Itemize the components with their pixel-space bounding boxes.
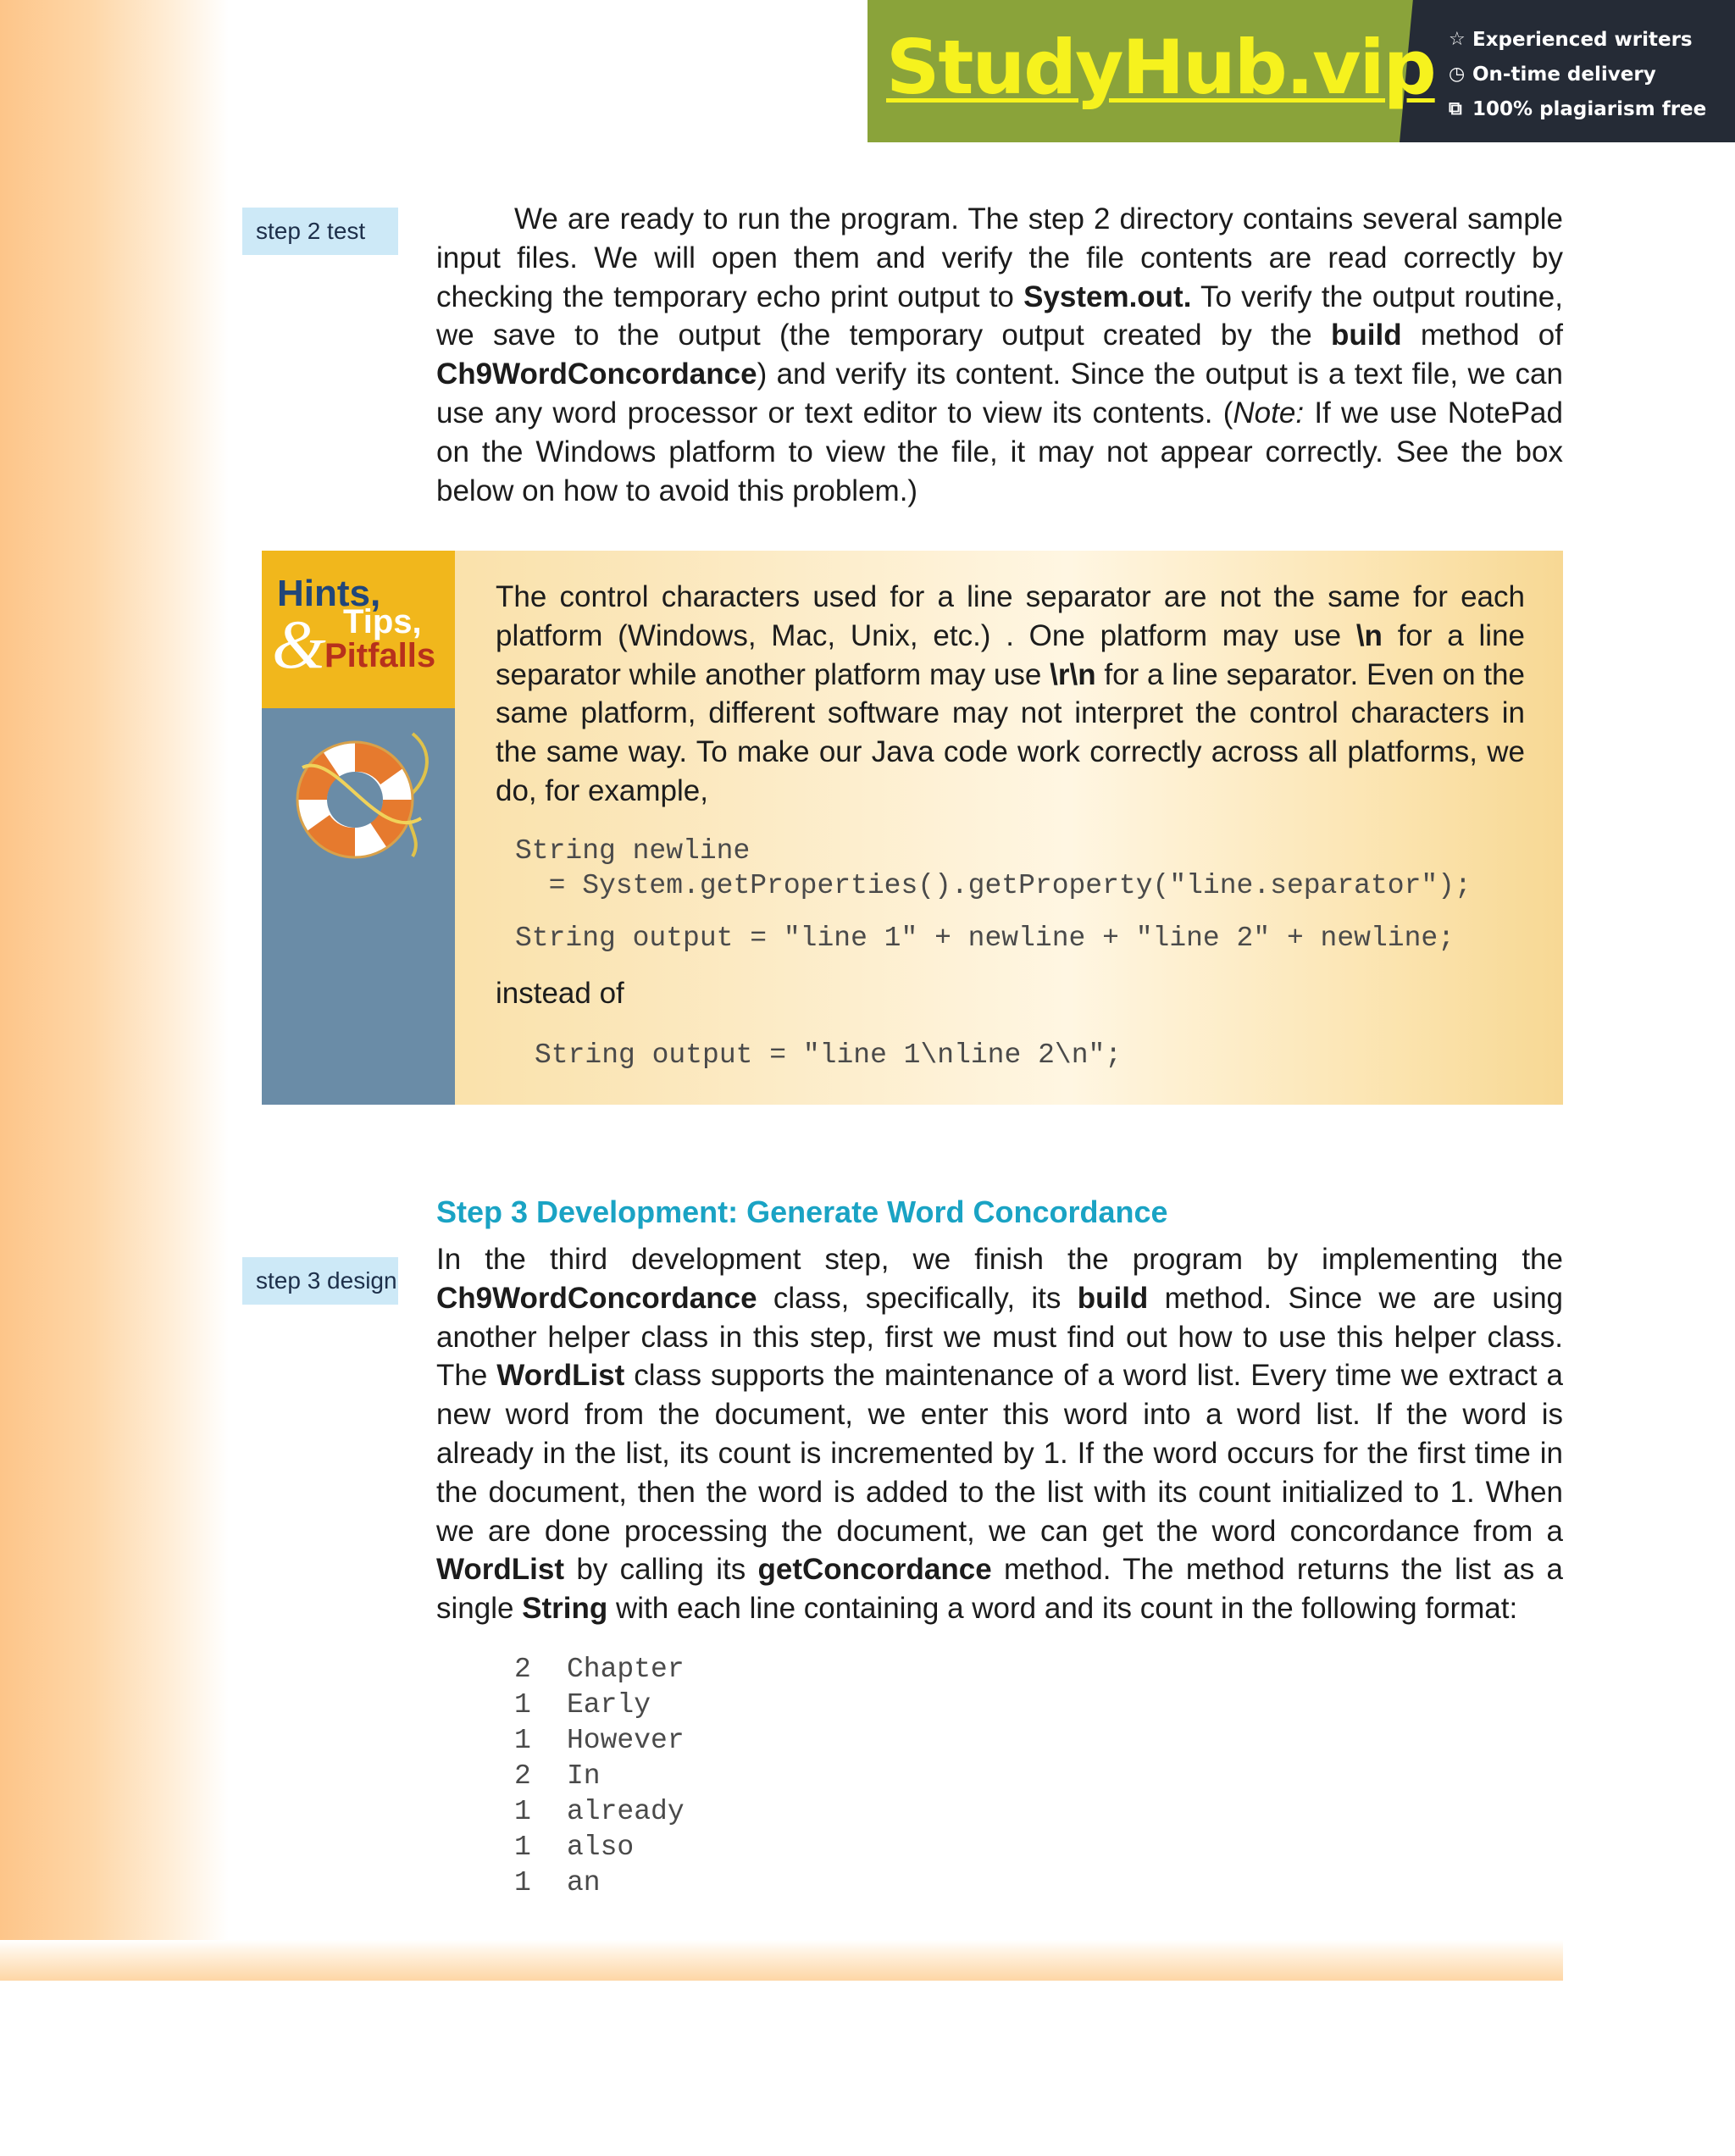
text-run: with each line containing a word and its count in the following format: bbox=[607, 1592, 1518, 1626]
code-term-getconcordance: getConcordance bbox=[757, 1553, 992, 1587]
word: In bbox=[567, 1760, 601, 1792]
code-line: = System.getProperties().getProperty("line.separator"); bbox=[515, 870, 1472, 901]
concordance-row bbox=[514, 1830, 685, 1865]
word: also bbox=[567, 1832, 635, 1863]
code-term-wordlist: WordList bbox=[496, 1359, 625, 1393]
code-output-literal: String output = "line 1\nline 2\n"; bbox=[535, 1039, 1122, 1071]
feature-label: On-time delivery bbox=[1472, 63, 1656, 86]
banner-features-list bbox=[1449, 22, 1706, 126]
code-term-build: build bbox=[1077, 1281, 1149, 1315]
word-count: 1 bbox=[514, 1832, 531, 1863]
concordance-row bbox=[514, 1865, 685, 1901]
step3-heading: Step 3 Development: Generate Word Concordance bbox=[436, 1194, 1168, 1229]
concordance-row bbox=[514, 1688, 685, 1723]
code-term-system-out: System.out. bbox=[1023, 280, 1192, 313]
text-run: by calling its bbox=[564, 1553, 758, 1587]
logo-ampersand: & bbox=[272, 606, 326, 683]
word: an bbox=[567, 1867, 601, 1898]
text-run: We are ready to run the program. The step 2 directory contains several sample input files. We will open them and verify the file contents are read correctly by checking the temporary echo print output to bbox=[436, 202, 1563, 313]
code-term-carriage-return-newline: \r\n bbox=[1050, 657, 1096, 691]
feature-on-time-delivery bbox=[1449, 57, 1706, 91]
text-run: class supports the maintenance of a word list. Every time we extract a new word from the document, we enter this word into a word list. If the word is already in the list, its count is incremented by 1. If the word occurs for the first time in the document, then the word is added to the list with its count initialized to 1. When we are done processing the document, we can get the word concordance from a bbox=[436, 1359, 1563, 1548]
text-run: method of bbox=[1401, 319, 1563, 352]
logo-tips-text: Tips, bbox=[343, 603, 422, 640]
concordance-listing bbox=[514, 1652, 685, 1901]
feature-label: Experienced writers bbox=[1472, 28, 1693, 51]
word-count: 2 bbox=[514, 1760, 531, 1792]
bottom-page-band bbox=[0, 1940, 1563, 1981]
word: Chapter bbox=[567, 1654, 685, 1685]
logo-pitfalls-text: Pitfalls bbox=[324, 637, 436, 674]
code-term-wordlist: WordList bbox=[436, 1553, 565, 1587]
step3-design-paragraph bbox=[436, 1240, 1563, 1628]
life-ring-icon bbox=[285, 717, 438, 878]
code-term-build: build bbox=[1330, 319, 1402, 352]
studyhub-logo[interactable]: StudyHub.vip bbox=[886, 24, 1435, 111]
code-term-newline: \n bbox=[1355, 618, 1383, 652]
feature-experienced-writers bbox=[1449, 22, 1706, 57]
text-run: class, specifically, its bbox=[757, 1281, 1078, 1315]
text-run: The control characters used for a line separator are not the same for each platform (Windows, Mac, Unix, etc.) . One platform may use bbox=[496, 580, 1525, 652]
code-line: String newline bbox=[515, 835, 751, 867]
text-run: ) and verify its content. Since the output is a text file, we can use any word processor or text editor to view its contents. ( bbox=[436, 357, 1563, 430]
code-newline-declaration bbox=[515, 834, 1472, 903]
concordance-row bbox=[514, 1759, 685, 1794]
word: However bbox=[567, 1725, 685, 1756]
code-term-ch9wordconcordance: Ch9WordConcordance bbox=[436, 1281, 757, 1315]
note-label: Note: bbox=[1233, 396, 1305, 430]
text-run: for a line separator. Even on the same platform, different software may not interpret the control characters in the same way. To make our Java code work correctly across all platforms, we do, for example, bbox=[496, 657, 1525, 807]
word: Early bbox=[567, 1689, 651, 1721]
star-icon: ☆ bbox=[1449, 29, 1466, 50]
concordance-row bbox=[514, 1723, 685, 1759]
text-run: method. Since we are using another helper class in this step, first we must find out how to use this helper class. The bbox=[436, 1281, 1563, 1393]
code-term-ch9wordconcordance: Ch9WordConcordance bbox=[436, 357, 757, 391]
text-run: In the third development step, we finish the program by implementing the bbox=[436, 1243, 1563, 1276]
word-count: 1 bbox=[514, 1689, 531, 1721]
word-count: 2 bbox=[514, 1654, 531, 1685]
word-count: 1 bbox=[514, 1796, 531, 1827]
hints-tips-pitfalls-box bbox=[262, 551, 1563, 1105]
concordance-row bbox=[514, 1794, 685, 1830]
logo-hints-text: Hints, bbox=[277, 573, 381, 614]
word-count: 1 bbox=[514, 1867, 531, 1898]
code-output-with-newline: String output = "line 1" + newline + "line 2" + newline; bbox=[515, 923, 1455, 954]
code-term-string: String bbox=[522, 1592, 608, 1626]
feature-plagiarism-free bbox=[1449, 91, 1706, 126]
margin-label-step2-test: step 2 test bbox=[242, 208, 398, 255]
hints-sidebar bbox=[262, 551, 455, 1105]
word-count: 1 bbox=[514, 1725, 531, 1756]
concordance-row bbox=[514, 1652, 685, 1688]
text-run: To verify the output routine, we save to the output (the temporary output created by the bbox=[436, 280, 1563, 352]
margin-label-step3-design: step 3 design bbox=[242, 1257, 398, 1305]
instead-of-text: instead of bbox=[496, 977, 624, 1010]
studyhub-banner[interactable] bbox=[868, 0, 1735, 142]
step2-test-paragraph bbox=[436, 200, 1563, 510]
text-run: If we use NotePad on the Windows platform to view the file, it may not appear correctly. See the box below on how to avoid this problem.) bbox=[436, 396, 1563, 507]
clock-icon: ◷ bbox=[1449, 64, 1466, 85]
copy-icon: ⧉ bbox=[1449, 98, 1462, 119]
text-run: for a line separator while another platform may use bbox=[496, 618, 1525, 691]
left-margin-gradient bbox=[0, 0, 229, 1981]
feature-label: 100% plagiarism free bbox=[1472, 97, 1707, 120]
word: already bbox=[567, 1796, 685, 1827]
hints-paragraph bbox=[496, 578, 1525, 811]
hints-tips-pitfalls-logo bbox=[262, 551, 455, 708]
text-run: method. The method returns the list as a single bbox=[436, 1553, 1563, 1626]
